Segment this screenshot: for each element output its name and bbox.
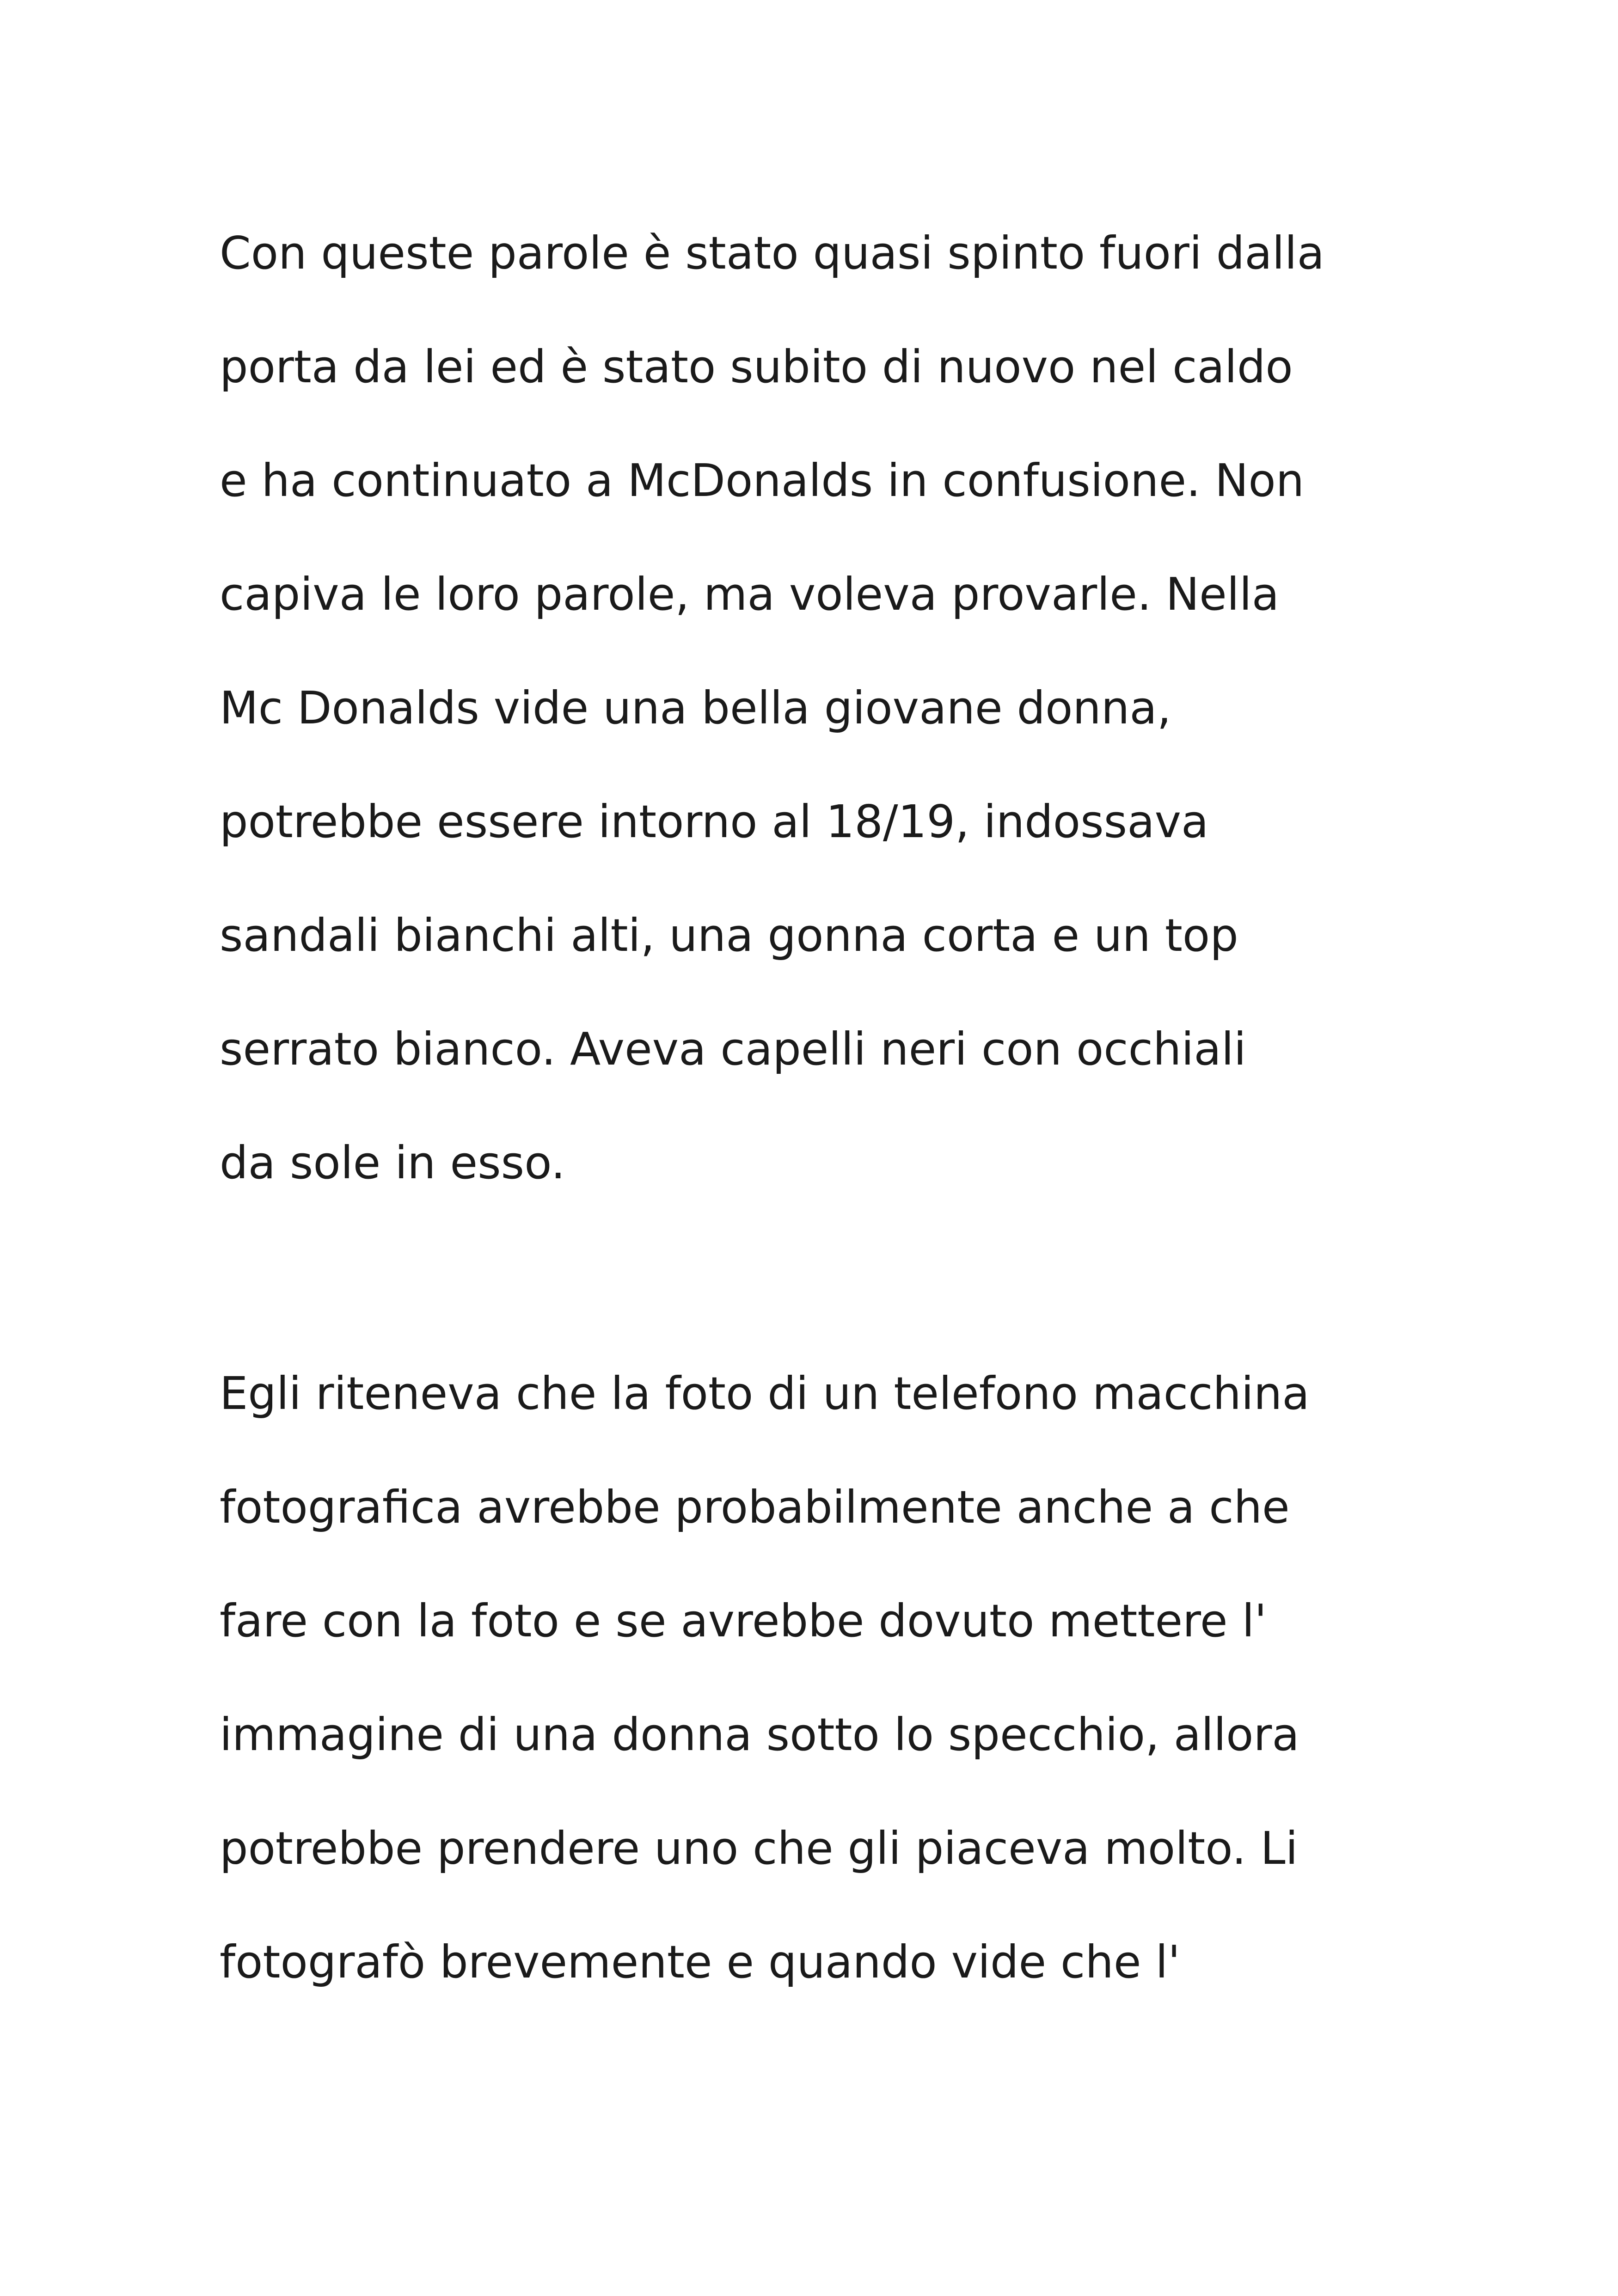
text-line: porta da lei ed è stato subito di nuovo nel caldo [220,341,1293,393]
text-line: da sole in esso. [220,1137,565,1189]
text-line: fotografò brevemente e quando vide che l' [220,1936,1180,1988]
paragraph-1 [220,196,1468,1220]
text-line: Egli riteneva che la foto di un telefono macchina [220,1367,1310,1420]
text-line: capiva le loro parole, ma voleva provarle. Nella [220,568,1280,620]
text-line: sandali bianchi alti, una gonna corta e un top [220,909,1238,961]
text-line: e ha continuato a McDonalds in confusione. Non [220,454,1305,507]
text-line: immagine di una donna sotto lo specchio, allora [220,1708,1299,1761]
text-line: Mc Donalds vide una bella giovane donna, [220,682,1171,734]
text-line: potrebbe essere intorno al 18/19, indossava [220,796,1209,848]
text-line: fotografica avrebbe probabilmente anche a che [220,1481,1290,1533]
text-line: potrebbe prendere uno che gli piaceva molto. Li [220,1822,1298,1874]
text-line: Con queste parole è stato quasi spinto fuori dalla [220,227,1325,279]
text-line: serrato bianco. Aveva capelli neri con occhiali [220,1023,1246,1075]
paragraph-2 [220,1337,1468,2019]
text-line: fare con la foto e se avrebbe dovuto mettere l' [220,1595,1267,1647]
